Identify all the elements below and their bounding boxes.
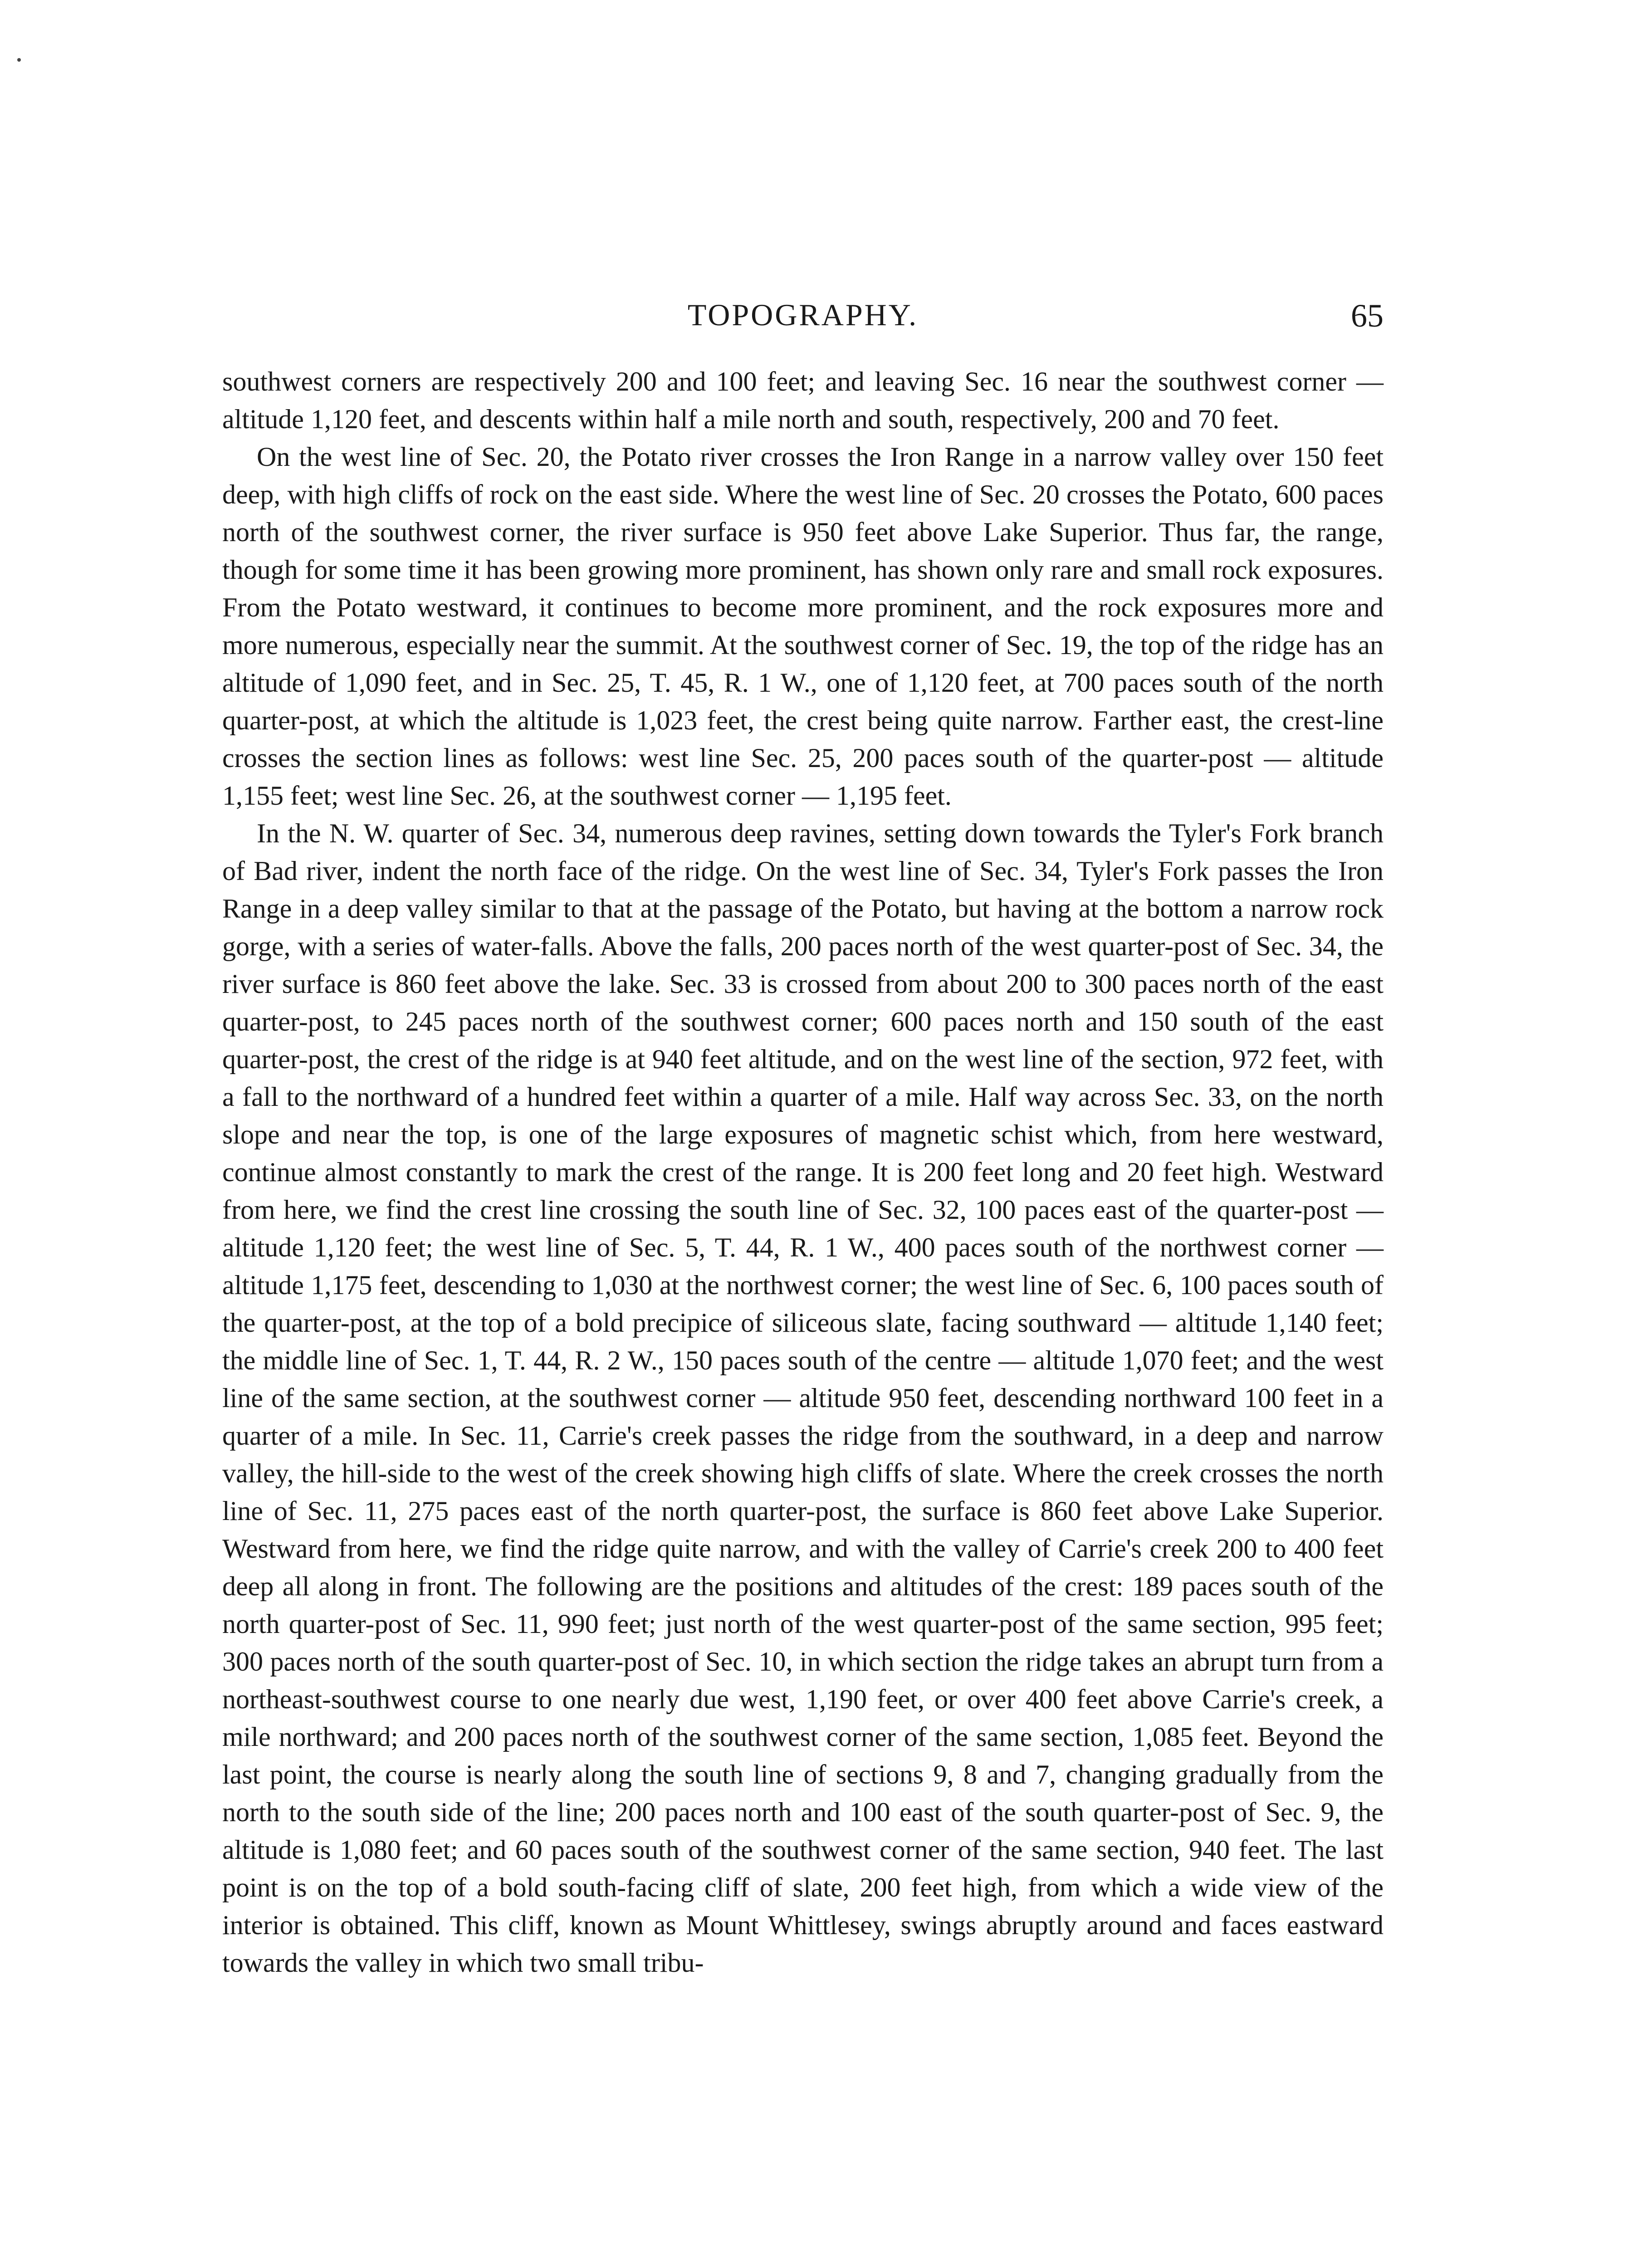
body-text xyxy=(222,363,1384,1982)
page-number: 65 xyxy=(1351,298,1384,334)
print-speck xyxy=(17,58,21,62)
page-header xyxy=(222,297,1384,342)
running-head: TOPOGRAPHY. xyxy=(687,298,919,332)
paragraph: In the N. W. quarter of Sec. 34, numerous deep ravines, setting down towards the Tyler's Fork branch of Bad river, indent the north face of the ridge. On the west line of Sec. 34, Tyler's Fork passes the Iron Range in a deep valley similar to that at the passage of the Potato, but having at the bottom a narrow rock gorge, with a series of water-falls. Above the falls, 200 paces north of the west quarter-post of Sec. 34, the river surface is 860 feet above the lake. Sec. 33 is crossed from about 200 to 300 paces north of the east quarter-post, to 245 paces north of the southwest corner; 600 paces north and 150 south of the east quarter-post, the crest of the ridge is at 940 feet altitude, and on the west line of the section, 972 feet, with a fall to the northward of a hundred feet within a quarter of a mile. Half way across Sec. 33, on the north slope and near the top, is one of the large exposures of magnetic schist which, from here westward, continue almost constantly to mark the crest of the range. It is 200 feet long and 20 feet high. Westward from here, we find the crest line crossing the south line of Sec. 32, 100 paces east of the quarter-post — altitude 1,120 feet; the west line of Sec. 5, T. 44, R. 1 W., 400 paces south of the northwest corner — altitude 1,175 feet, descending to 1,030 at the northwest corner; the west line of Sec. 6, 100 paces south of the quarter-post, at the top of a bold precipice of siliceous slate, facing southward — altitude 1,140 feet; the middle line of Sec. 1, T. 44, R. 2 W., 150 paces south of the centre — altitude 1,070 feet; and the west line of the same section, at the southwest corner — altitude 950 feet, descending northward 100 feet in a quarter of a mile. In Sec. 11, Carrie's creek passes the ridge from the southward, in a deep and narrow valley, the hill-side to the west of the creek showing high cliffs of slate. Where the creek crosses the north line of Sec. 11, 275 paces east of the north quarter-post, the surface is 860 feet above Lake Superior. Westward from here, we find the ridge quite narrow, and with the valley of Carrie's creek 200 to 400 feet deep all along in front. The following are the positions and altitudes of the crest: 189 paces south of the north quarter-post of Sec. 11, 990 feet; just north of the west quarter-post of the same section, 995 feet; 300 paces north of the south quarter-post of Sec. 10, in which section the ridge takes an abrupt turn from a northeast-southwest course to one nearly due west, 1,190 feet, or over 400 feet above Carrie's creek, a mile northward; and 200 paces north of the southwest corner of the same section, 1,085 feet. Beyond the last point, the course is nearly along the south line of sections 9, 8 and 7, changing gradually from the north to the south side of the line; 200 paces north and 100 east of the south quarter-post of Sec. 9, the altitude is 1,080 feet; and 60 paces south of the southwest corner of the same section, 940 feet. The last point is on the top of a bold south-facing cliff of slate, 200 feet high, from which a wide view of the interior is obtained. This cliff, known as Mount Whittlesey, swings abruptly around and faces eastward towards the valley in which two small tribu- xyxy=(222,818,1384,1978)
paragraph: On the west line of Sec. 20, the Potato river crosses the Iron Range in a narrow valley over 150 feet deep, with high cliffs of rock on the east side. Where the west line of Sec. 20 crosses the Potato, 600 paces north of the southwest corner, the river surface is 950 feet above Lake Superior. Thus far, the range, though for some time it has been growing more prominent, has shown only rare and small rock exposures. From the Potato westward, it continues to become more prominent, and the rock exposures more and more numerous, especially near the summit. At the southwest corner of Sec. 19, the top of the ridge has an altitude of 1,090 feet, and in Sec. 25, T. 45, R. 1 W., one of 1,120 feet, at 700 paces south of the north quarter-post, at which the altitude is 1,023 feet, the crest being quite narrow. Farther east, the crest-line crosses the section lines as follows: west line Sec. 25, 200 paces south of the quarter-post — altitude 1,155 feet; west line Sec. 26, at the southwest corner — 1,195 feet. xyxy=(222,442,1384,811)
paragraph-continued: southwest corners are respectively 200 and 100 feet; and leaving Sec. 16 near the southwest corner — altitude 1,120 feet, and descents within half a mile north and south, respectively, 200 and 70 feet. xyxy=(222,367,1384,434)
